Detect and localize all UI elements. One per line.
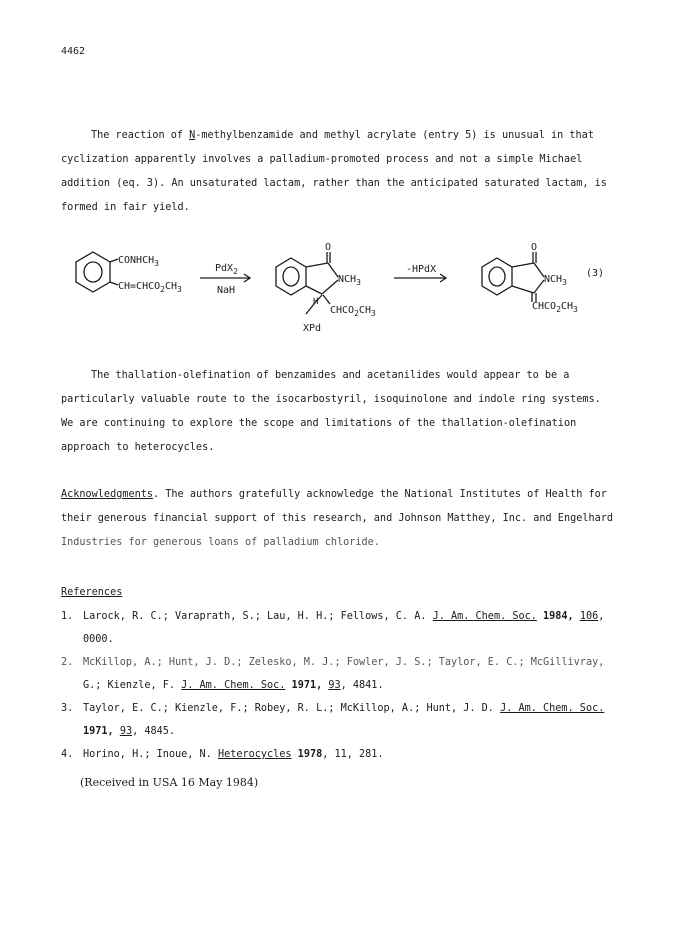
received-date: (Received in USA 16 May 1984)	[80, 776, 259, 789]
acknowledgments	[61, 483, 621, 555]
reactant-acrylate-label: $CH=CHCO_2CH_3$	[118, 281, 182, 294]
ack-line3: Industries for generous loans of palladium chloride.	[61, 537, 380, 548]
reference-3: 3. Taylor, E. C.; Kienzle, F.; Robey, R. L.; McKillop, A.; Hunt, J. D. J. Am. Chem. Soc. 1971, 93, 4845.	[61, 703, 605, 737]
reference-1: 1. Larock, R. C.; Varaprath, S.; Lau, H. H.; Fellows, C. A. J. Am. Chem. Soc. 1984, 106, 0000.	[61, 611, 605, 645]
reactant-benzene-ring	[76, 252, 110, 292]
para2-line1: The thallation-olefination of benzamides and acetanilides would appear to be a	[91, 370, 570, 381]
intermediate-h: H	[313, 297, 319, 307]
ack-line1: Acknowledgments. The authors gratefully acknowledge the National Institutes of Health for	[61, 489, 607, 500]
reaction-scheme-eq3	[60, 238, 620, 342]
paragraph-thallation	[61, 364, 621, 460]
product-nch3: $NCH_3$	[544, 274, 567, 287]
reference-4: 4. Horino, H.; Inoue, N. Heterocycles 1978, 11, 281.	[61, 749, 384, 760]
para1-line2: cyclization apparently involves a palladium-promoted process and not a simple Michael	[61, 154, 583, 165]
intermediate-nch3: $NCH_3$	[338, 274, 361, 287]
para2-line2: particularly valuable route to the isocarbostyril, isoquinolone and indole ring systems.	[61, 394, 601, 405]
ack-line2: their generous financial support of this research, and Johnson Matthey, Inc. and Engelhard	[61, 513, 614, 524]
page-number: 4462	[61, 46, 86, 57]
intermediate-xpd: XPd	[303, 323, 322, 334]
para1-line3: addition (eq. 3). An unsaturated lactam, rather than the anticipated saturated lactam, is	[61, 178, 607, 189]
para2-line3: We are continuing to explore the scope and limitations of the thallation-olefination	[61, 418, 577, 429]
reactant-amide-label: $CONHCH_3$	[118, 255, 159, 268]
para1-line4: formed in fair yield.	[61, 202, 190, 213]
intermediate-side-chain: $CHCO_2CH_3$	[330, 305, 376, 318]
references	[61, 581, 621, 766]
para1-line1: The reaction of N-methylbenzamide and methyl acrylate (entry 5) is unusual in that	[91, 130, 594, 141]
para2-line4: approach to heterocycles.	[61, 442, 215, 453]
product-side-chain: $CHCO_2CH_3$	[532, 301, 578, 314]
intermediate-carbonyl-o: O	[325, 242, 332, 253]
paragraph-reaction	[61, 124, 621, 220]
intermediate-benzene-ring	[276, 258, 306, 295]
reagent-pdx2: PdX$_2$	[215, 263, 238, 276]
reagent-nah: NaH	[217, 285, 236, 296]
equation-number: (3)	[586, 268, 605, 279]
ack-heading: Acknowledgments	[61, 489, 154, 500]
product-carbonyl-o: O	[531, 242, 538, 253]
references-heading: References	[61, 587, 123, 598]
reference-2: 2. McKillop, A.; Hunt, J. D.; Zelesko, M. J.; Fowler, J. S.; Taylor, E. C.; McGillivray, G.; Kienzle, F. J. Am. Chem. Soc. 1971, 93, 4841.	[61, 657, 605, 691]
product-benzene-ring	[482, 258, 512, 295]
arrow2-label: -HPdX	[406, 264, 437, 275]
